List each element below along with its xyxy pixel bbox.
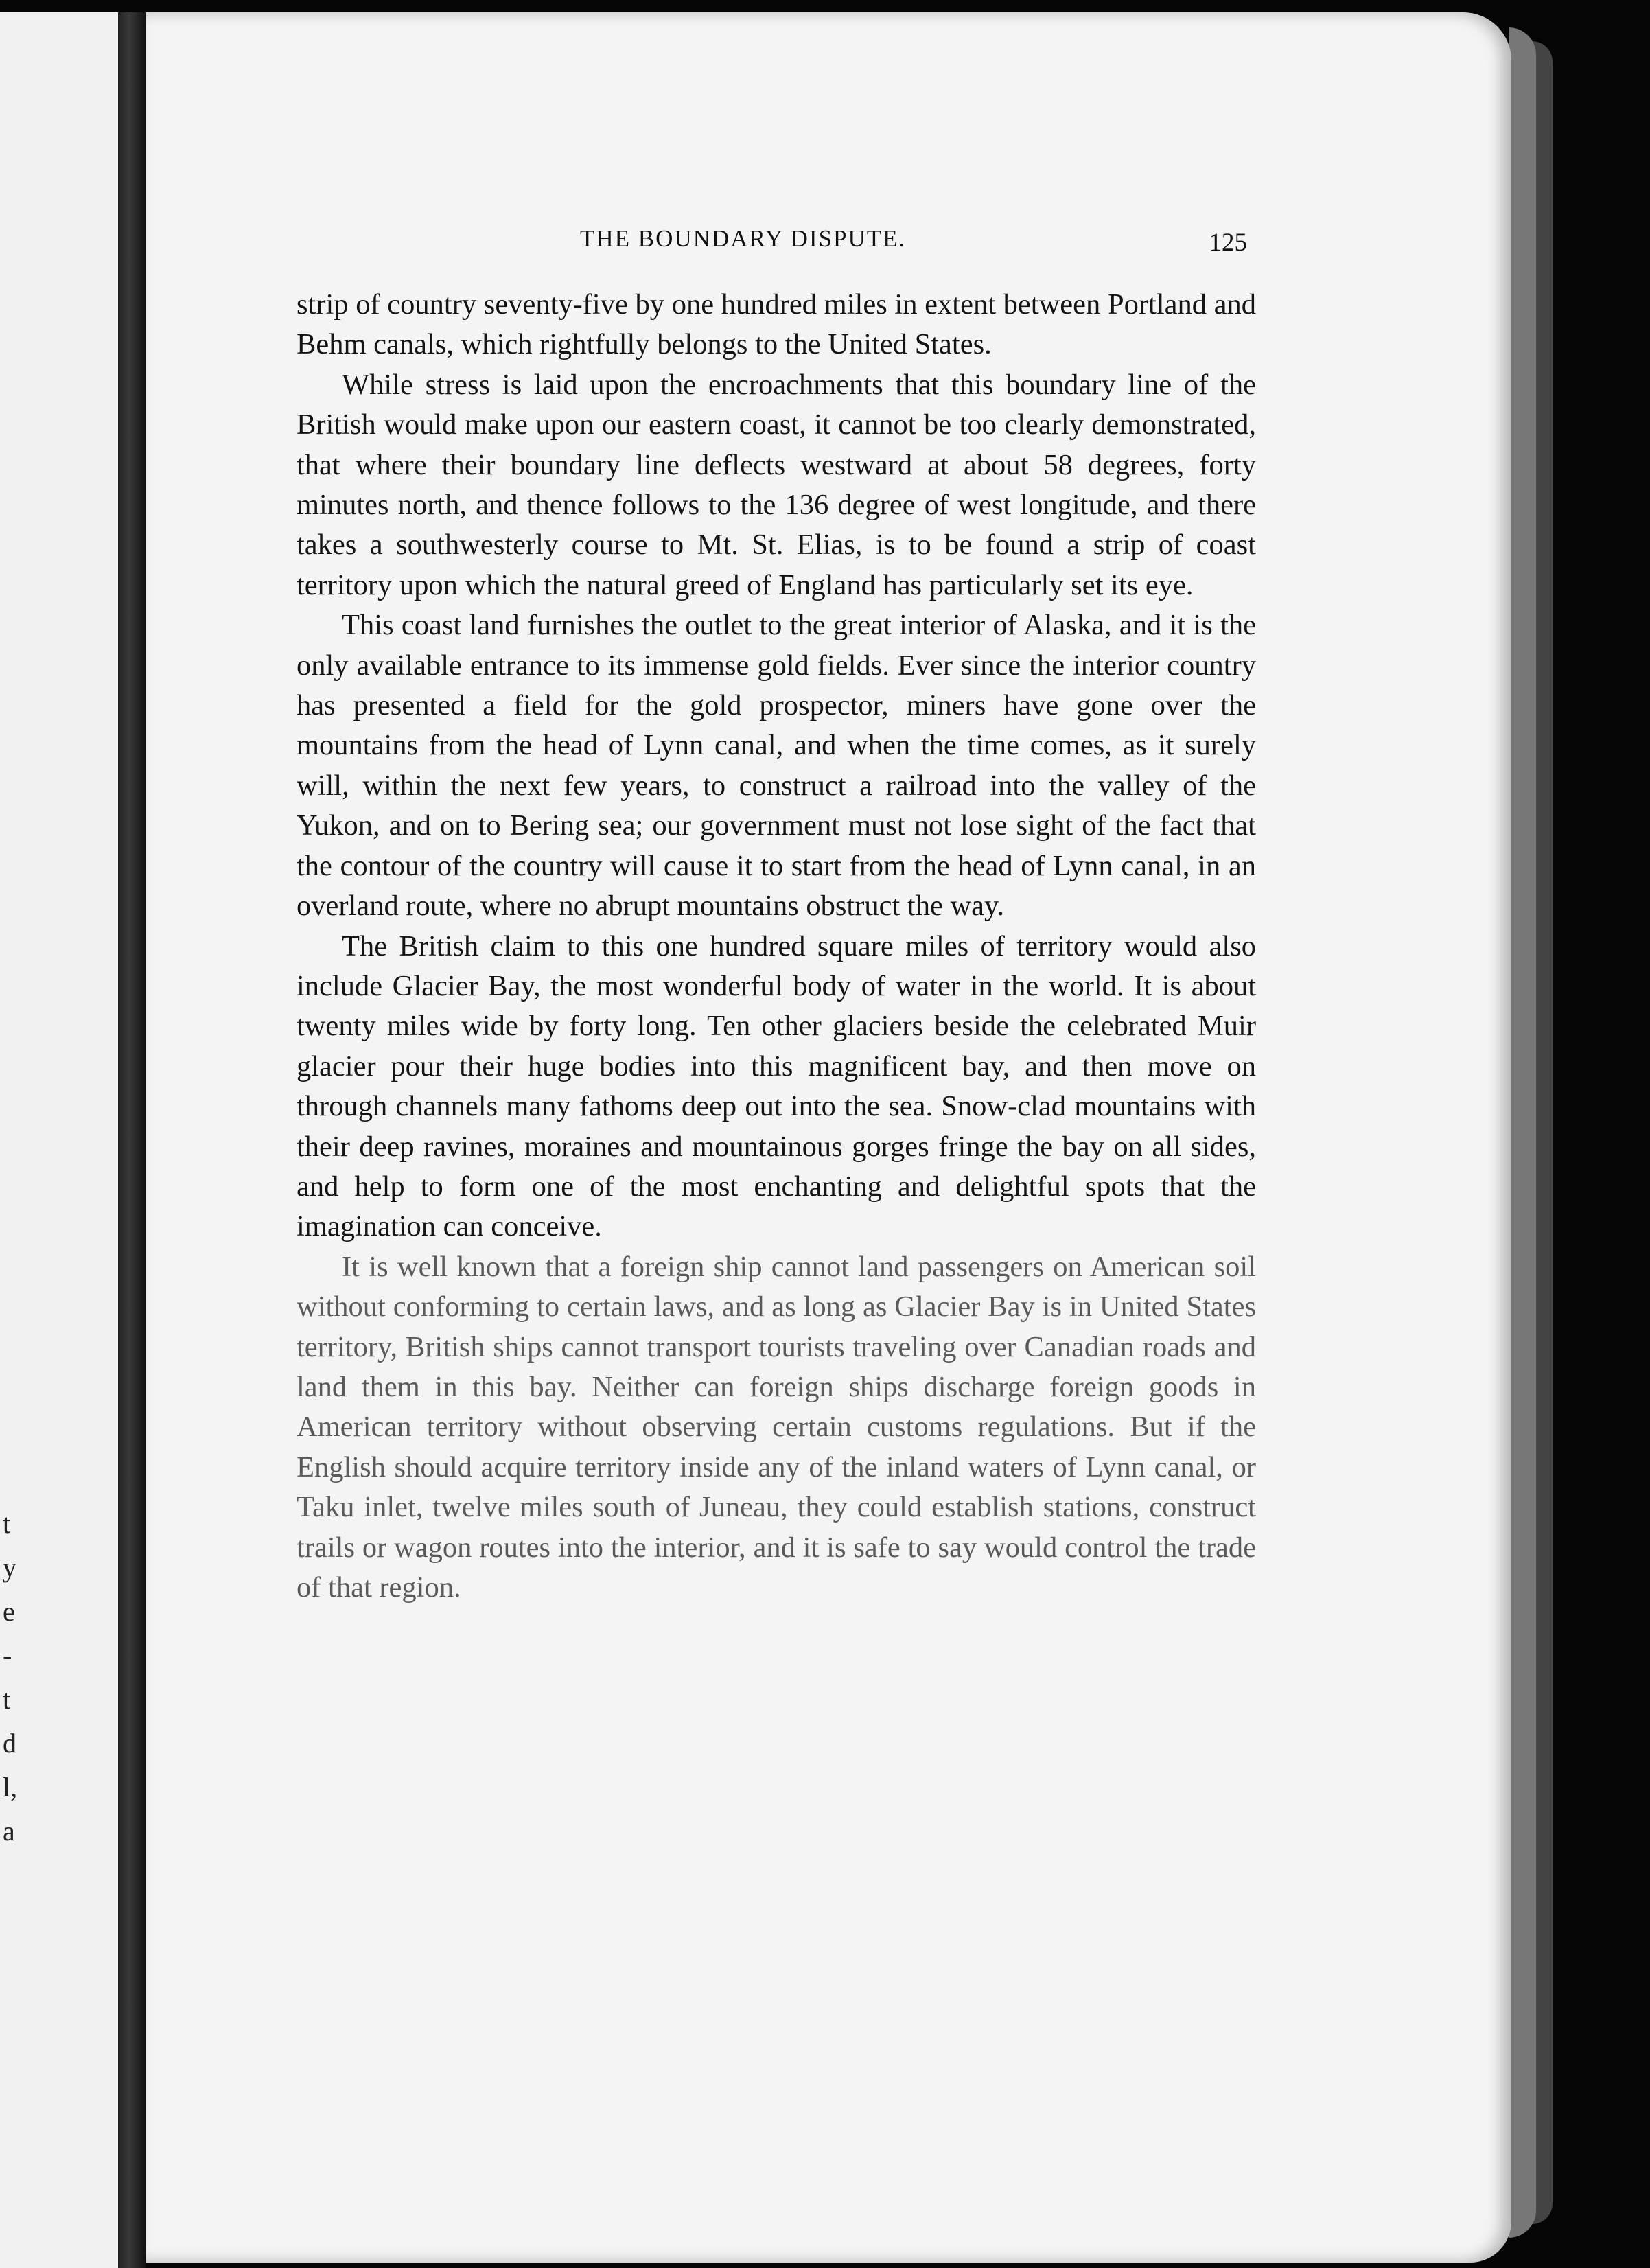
paragraph: It is well known that a foreign ship cannot land passengers on American soil without conforming to certain laws, and as long as Glacier Bay is in United States territory, British ships cannot transport tourists traveling over Canadian roads and land them in this bay. Neither can foreign ships discharge foreign goods in American territory without observing certain customs regulations. But if the English should acquire territory inside any of the inland waters of Lynn canal, or Taku inlet, twelve miles south of Juneau, they could establish stations, construct trails or wagon routes into the interior, and it is safe to say would control the trade of that region. [297, 1250, 1256, 1604]
page-body [297, 285, 1256, 1608]
margin-letter: d [3, 1728, 16, 1759]
paragraph: This coast land furnishes the outlet to the great interior of Alaska, and it is the only available entrance to its immense gold fields. Ever since the interior country has presented a field for the gold prospector, miners have gone over the mountains from the head of Lynn canal, and when the time comes, as it surely will, within the next few years, to construct a railroad into the valley of the Yukon, and on to Bering sea; our government must not lose sight of the fact that the contour of the country will cause it to start from the head of Lynn canal, in an overland route, where no abrupt mountains obstruct the way. [297, 609, 1256, 923]
margin-letter: e [3, 1596, 15, 1627]
facing-page [0, 12, 119, 2268]
margin-letter: a [3, 1816, 15, 1847]
margin-letter: t [3, 1508, 11, 1539]
paragraph: The British claim to this one hundred square miles of territory would also include Glacier Bay, the most wonderful body of water in the world. It is about twenty miles wide by forty long. Ten other glaciers beside the celebrated Muir glacier pour their huge bodies into this magnificent bay, and then move on through channels many fathoms deep out into the sea. Snow-clad mountains with their deep ravines, moraines and mountainous gorges fringe the bay on all sides, and help to form one of the most enchanting and delightful spots that the imagination can conceive. [297, 929, 1256, 1243]
facing-page-margin-text [3, 1502, 30, 1853]
margin-letter: y [3, 1552, 16, 1583]
page-edge [1509, 27, 1536, 2238]
page-header [432, 225, 1259, 266]
margin-letter: t [3, 1684, 11, 1715]
book-spine [118, 12, 146, 2268]
paragraph: strip of country seventy-five by one hundred miles in extent between Portland and Behm canals, which rightfully belongs to the United States. [297, 288, 1256, 361]
paragraph: While stress is laid upon the encroachments that this boundary line of the British would make upon our eastern coast, it cannot be too clearly demonstrated, that where their boundary line deflects westward at about 58 degrees, forty minutes north, and thence follows to the 136 degree of west longitude, and there takes a southwesterly course to Mt. St. Elias, is to be found a strip of coast territory upon which the natural greed of England has particularly set its eye. [297, 368, 1256, 601]
margin-letter: - [3, 1640, 12, 1671]
running-title: THE BOUNDARY DISPUTE. [580, 225, 907, 252]
page-number: 125 [1209, 229, 1247, 257]
margin-letter: l, [3, 1772, 18, 1803]
